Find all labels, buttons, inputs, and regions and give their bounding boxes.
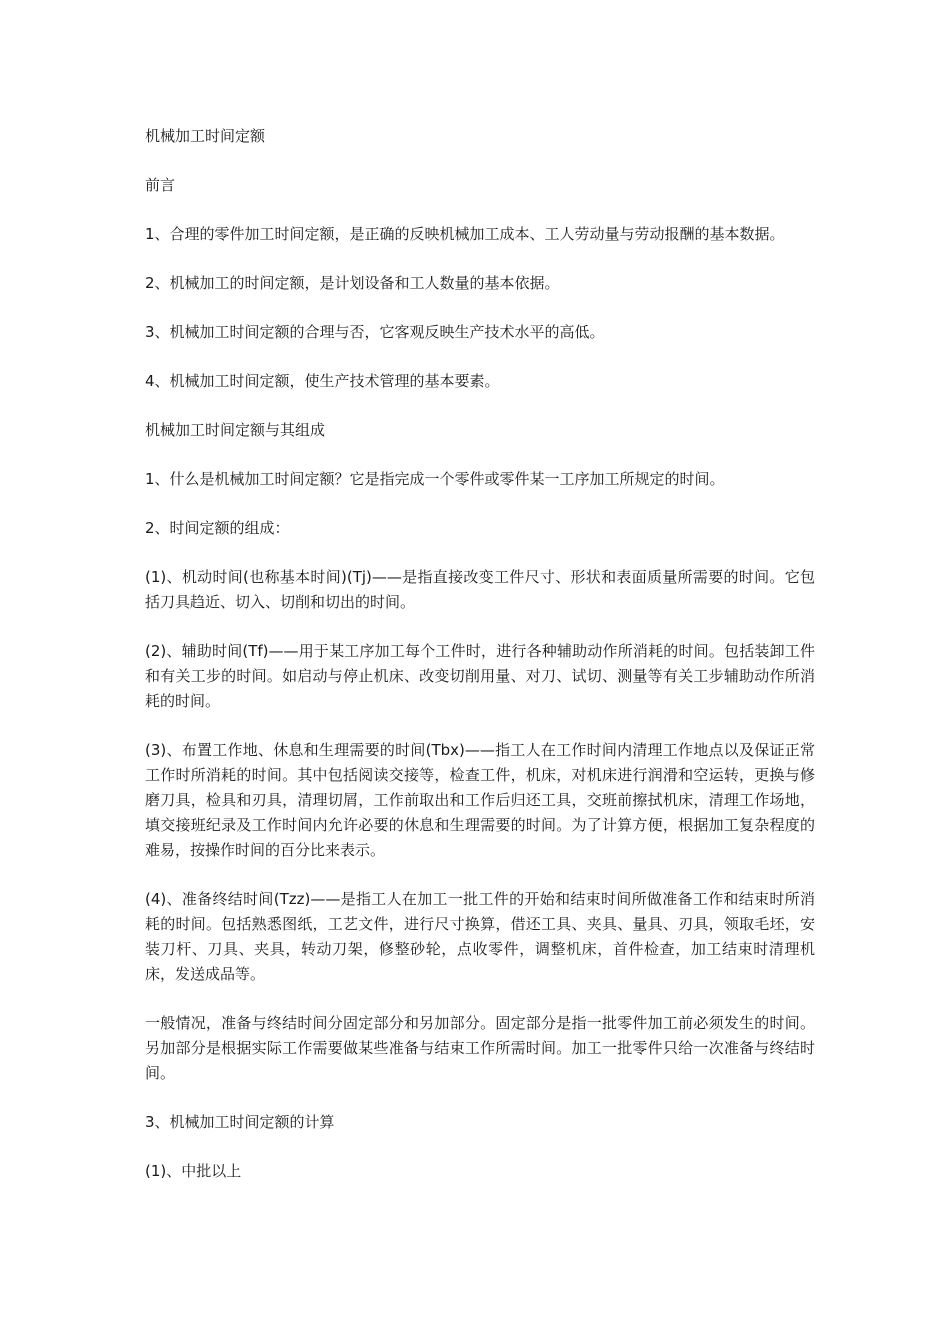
- paragraph: 2、机械加工的时间定额，是计划设备和工人数量的基本依据。: [145, 274, 560, 292]
- section-heading-composition: 机械加工时间定额与其组成: [145, 421, 326, 439]
- paragraph: 4、机械加工时间定额，使生产技术管理的基本要素。: [145, 372, 500, 390]
- paragraph: 1、什么是机械加工时间定额？它是指完成一个零件或零件某一工序加工所规定的时间。: [145, 470, 725, 488]
- paragraph: (4)、准备终结时间(Tzz)——是指工人在加工一批工件的开始和结束时间所做准备工作和结束时所消耗的时间。包括熟悉图纸，工艺文件，进行尺寸换算，借还工具、夹具、量具、刃具，领取毛坯，安装刀杆、刀具、夹具，转动刀架，修整砂轮，点收零件，调整机床，首件检查，加工结束时清理机床，发送成品等。: [145, 890, 815, 983]
- paragraph: 3、机械加工时间定额的合理与否，它客观反映生产技术水平的高低。: [145, 323, 605, 341]
- paragraph: (2)、辅助时间(Tf)——用于某工序加工每个工件时，进行各种辅助动作所消耗的时间。包括装卸工件和有关工步的时间。如启动与停止机床、改变切削用量、对刀、试切、测量等有关工步辅助动作所消耗的时间。: [145, 642, 815, 710]
- paragraph: (3)、布置工作地、休息和生理需要的时间(Tbx)——指工人在工作时间内清理工作地点以及保证正常工作时所消耗的时间。其中包括阅读交接等，检查工件，机床，对机床进行润滑和空运转，更换与修磨刀具，检具和刃具，清理切屑，工作前取出和工作后归还工具，交班前擦拭机床，清理工作场地，填交接班纪录及工作时间内允许必要的休息和生理需要的时间。为了计算方便，根据加工复杂程度的难易，按操作时间的百分比来表示。: [145, 741, 815, 859]
- paragraph: 1、合理的零件加工时间定额，是正确的反映机械加工成本、工人劳动量与劳动报酬的基本数据。: [145, 225, 785, 243]
- section-heading-preface: 前言: [145, 176, 176, 194]
- paragraph: 一般情况，准备与终结时间分固定部分和另加部分。固定部分是指一批零件加工前必须发生的时间。另加部分是根据实际工作需要做某些准备与结束工作所需时间。加工一批零件只给一次准备与终结时间。: [145, 1014, 815, 1082]
- section-heading-calculation: 3、机械加工时间定额的计算: [145, 1113, 335, 1131]
- document-title: 机械加工时间定额: [145, 127, 266, 145]
- document-body: [145, 124, 815, 1208]
- paragraph: (1)、中批以上: [145, 1162, 242, 1180]
- paragraph: 2、时间定额的组成：: [145, 519, 290, 537]
- paragraph: (1)、机动时间(也称基本时间)(Tj)——是指直接改变工件尺寸、形状和表面质量所需要的时间。它包括刀具趋近、切入、切削和切出的时间。: [145, 568, 815, 611]
